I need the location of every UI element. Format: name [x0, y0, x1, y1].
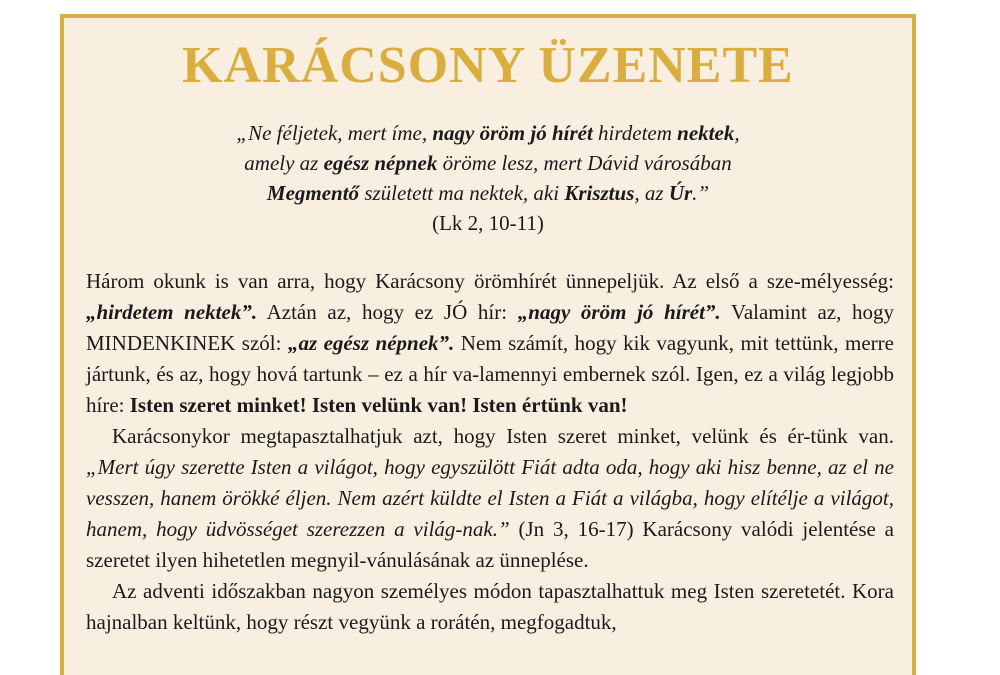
document-page: [60, 14, 916, 675]
page-title: KARÁCSONY ÜZENETE: [182, 37, 794, 94]
paragraph-text: Karácsonykor megtapasztalhatjuk azt, hogy Isten szeret minket, velünk és ér-tünk van.: [112, 424, 894, 448]
quote-text: öröme lesz, mert Dávid városában: [442, 151, 732, 175]
quote-emphasis: egész népnek: [323, 151, 438, 175]
paragraph-text: Az adventi időszakban nagyon személyes módon tapasztalhattuk meg Isten szeretetét. Kora hajnalban keltünk, hogy részt vegyünk a rorátén, megfogadtuk,: [86, 579, 894, 634]
article-body: [86, 266, 894, 638]
emphasis-text: „nagy öröm jó hírét”.: [517, 300, 721, 324]
paragraph-text: Három okunk is van arra, hogy Karácsony örömhírét ünnepeljük. Az első a sze-mélyesség:: [86, 269, 894, 293]
quote-text: ,: [734, 121, 740, 145]
paragraph-text: Nem számít, hogy kik vagyunk, mit tettünk, merre jártunk, és az, hogy hová tartunk – ez a hír va-lamennyi embernek szól. Igen, ez a világ legjobb híre:: [86, 331, 894, 417]
paragraph-2: [86, 421, 894, 576]
emphasis-text: „az egész népnek”.: [287, 331, 455, 355]
quote-emphasis: Megmentő: [266, 181, 360, 205]
quote-emphasis: Úr: [668, 181, 693, 205]
scripture-quote: „Mert úgy szerette Isten a világot, hogy egyszülött Fiát adta oda, hogy aki hisz benne, az el ne vesszen, hanem örökké éljen. Nem azért küldte el Isten a Fiát a világba, hogy elítélje a világot, hanem, hogy üdvösséget szerezzen a világ-nak.”: [86, 455, 894, 541]
quote-line-3: [64, 178, 912, 208]
quote-emphasis: nagy öröm jó hírét: [432, 121, 593, 145]
quote-text: született ma nektek, aki: [364, 181, 560, 205]
paragraph-3: [86, 576, 894, 638]
paragraph-text: Valamint az, hogy MINDENKINEK szól:: [86, 300, 895, 355]
paragraph-1: [86, 266, 894, 421]
quote-line-2: [64, 148, 912, 178]
quote-text: , az: [634, 181, 664, 205]
quote-text: „Ne féljetek, mert íme,: [236, 121, 428, 145]
paragraph-text: Aztán az, hogy ez JÓ hír:: [266, 300, 508, 324]
quote-emphasis: Krisztus: [564, 181, 635, 205]
quote-text: hirdetem: [598, 121, 672, 145]
quote-text: .”: [692, 181, 710, 205]
paragraph-text: (Jn 3, 16-17) Karácsony valódi jelentése a szeretet ilyen hihetetlen megnyil-vánulásának az ünneplése.: [86, 517, 895, 572]
quote-text: amely az: [244, 151, 319, 175]
bold-statement: Isten szeret minket! Isten velünk van! Isten értünk van!: [129, 393, 628, 417]
quote-line-1: [64, 118, 912, 148]
quote-reference: (Lk 2, 10-11): [432, 211, 544, 235]
quote-emphasis: nektek: [677, 121, 735, 145]
bible-quote: [64, 118, 912, 238]
emphasis-text: „hirdetem nektek”.: [86, 300, 258, 324]
